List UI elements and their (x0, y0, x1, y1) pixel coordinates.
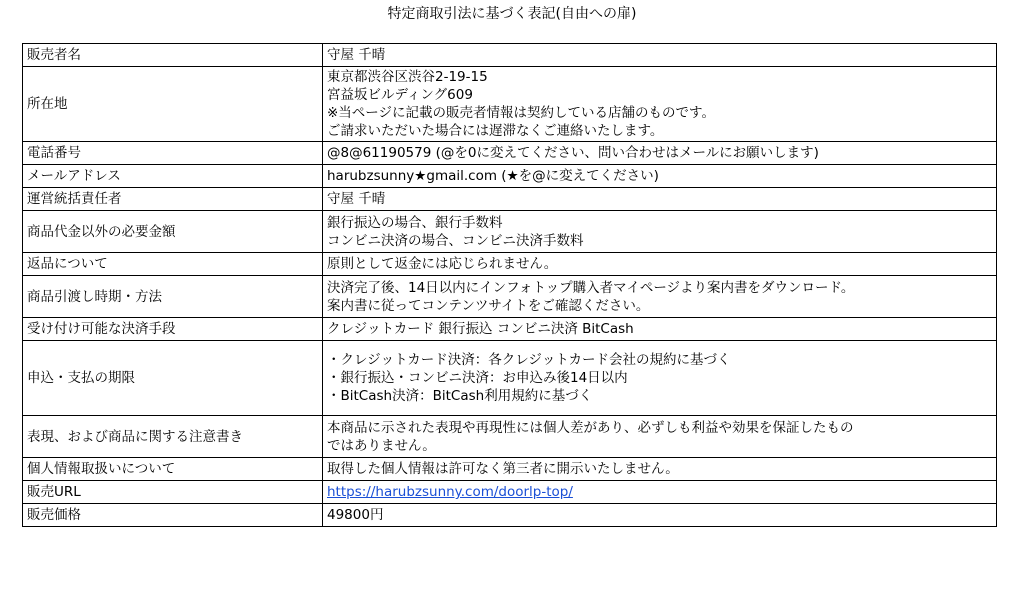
legal-info-table (22, 43, 997, 527)
value-line: 守屋 千晴 (327, 47, 386, 63)
table-row (23, 458, 997, 481)
value-line: 守屋 千晴 (327, 191, 386, 207)
row-label-address: 所在地 (23, 67, 323, 142)
value-line: ※当ページに記載の販売者情報は契約している店舗のものです。 (327, 105, 715, 121)
value-line: 原則として返金には応じられません。 (327, 256, 558, 272)
value-line: 本商品に示された表現や再現性には個人差があり、必ずしも利益や効果を保証したもの (327, 419, 854, 436)
value-line: 49800円 (327, 507, 384, 523)
row-value-disclaimer (323, 416, 997, 458)
value-line: ご請求いただいた場合には遅滞なくご連絡いたします。 (327, 123, 664, 139)
table-row (23, 67, 997, 142)
value-line: 銀行振込の場合、銀行手数料 (327, 214, 503, 231)
row-label-payment-deadline: 申込・支払の期限 (23, 341, 323, 416)
row-value-payment-methods (323, 318, 997, 341)
page-title: 特定商取引法に基づく表記(自由への扉) (387, 6, 637, 22)
value-line: ではありません。 (327, 437, 436, 454)
row-value-email (323, 165, 997, 188)
row-label-price: 販売価格 (23, 504, 323, 527)
value-line: クレジットカード 銀行振込 コンビニ決済 BitCash (327, 321, 634, 337)
row-value-address (323, 67, 997, 142)
value-line: 案内書に従ってコンテンツサイトをご確認ください。 (327, 297, 650, 314)
value-line: 宮益坂ビルディング609 (327, 87, 473, 103)
value-line: コンビニ決済の場合、コンビニ決済手数料 (327, 232, 584, 249)
table-row (23, 416, 997, 458)
table-row (23, 276, 997, 318)
value-line: ・クレジットカード決済：各クレジットカード会社の規約に基づく (327, 352, 731, 368)
row-label-privacy: 個人情報取扱いについて (23, 458, 323, 481)
table-row (23, 165, 997, 188)
row-value-payment-deadline (323, 341, 997, 416)
row-label-extra-fees: 商品代金以外の必要金額 (23, 211, 323, 253)
table-row (23, 341, 997, 416)
table-row (23, 211, 997, 253)
row-label-seller-name: 販売者名 (23, 44, 323, 67)
table-row (23, 142, 997, 165)
value-line: harubzsunny★gmail.com (★を@に変えてください) (327, 168, 659, 184)
row-label-sales-url: 販売URL (23, 481, 323, 504)
table-row (23, 504, 997, 527)
row-label-email: メールアドレス (23, 165, 323, 188)
row-label-returns: 返品について (23, 253, 323, 276)
table-row (23, 253, 997, 276)
value-line: 取得した個人情報は許可なく第三者に開示いたしません。 (327, 461, 679, 477)
value-line: @8@61190579 (@を0に変えてください、問い合わせはメールにお願いします) (327, 145, 819, 161)
value-line: ・銀行振込・コンビニ決済：お申込み後14日以内 (327, 370, 628, 386)
row-label-payment-methods: 受け付け可能な決済手段 (23, 318, 323, 341)
table-row (23, 481, 997, 504)
table-row (23, 44, 997, 67)
row-value-sales-url (323, 481, 997, 504)
row-label-delivery: 商品引渡し時期・方法 (23, 276, 323, 318)
row-label-manager: 運営統括責任者 (23, 188, 323, 211)
row-value-delivery (323, 276, 997, 318)
row-value-manager (323, 188, 997, 211)
sales-url-link[interactable]: https://harubzsunny.com/doorlp-top/ (327, 484, 573, 500)
table-row (23, 318, 997, 341)
table-row (23, 188, 997, 211)
value-line: ・BitCash決済：BitCash利用規約に基づく (327, 388, 593, 404)
row-label-disclaimer: 表現、および商品に関する注意書き (23, 416, 323, 458)
row-label-phone: 電話番号 (23, 142, 323, 165)
row-value-privacy (323, 458, 997, 481)
value-line: 東京都渋谷区渋谷2-19-15 (327, 69, 488, 85)
row-value-returns (323, 253, 997, 276)
row-value-seller-name (323, 44, 997, 67)
value-line: 決済完了後、14日以内にインフォトップ購入者マイページより案内書をダウンロード。 (327, 279, 855, 296)
row-value-price (323, 504, 997, 527)
row-value-extra-fees (323, 211, 997, 253)
row-value-phone (323, 142, 997, 165)
